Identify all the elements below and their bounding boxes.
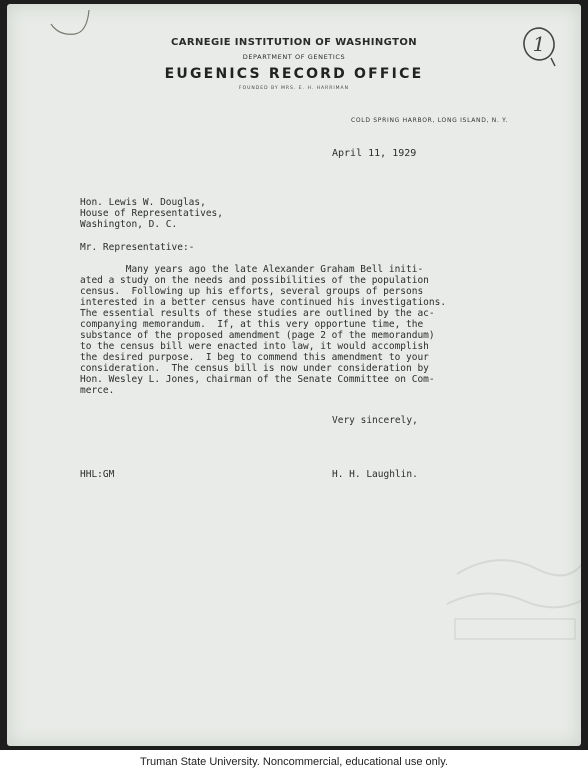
letter-date: April 11, 1929 [332,148,417,159]
body-line: The essential results of these studies are outlined by the ac- [80,308,435,319]
body-line: substance of the proposed amendment (page 2 of the memorandum) [80,330,435,341]
signature-name: H. H. Laughlin. [332,469,418,480]
body-line: census. Following up his efforts, several groups of persons [80,286,424,297]
body-line: Many years ago the late Alexander Graham Bell initi- [80,264,424,275]
typist-initials: HHL:GM [80,469,115,480]
letter-page [7,4,581,746]
body-line: merce. [80,385,115,396]
body-line: the desired purpose. I beg to commend this amendment to your [80,352,429,363]
handwritten-number: 1 [532,32,546,56]
archive-credit: Truman State University. Noncommercial, educational use only. [140,756,448,768]
body-line: consideration. The census bill is now under consideration by [80,363,429,374]
letter-closing: Very sincerely, [332,415,418,426]
body-line: companying memorandum. If, at this very opportune time, the [80,319,424,330]
letterhead-founded: FOUNDED BY MRS. E. H. HARRIMAN [239,86,349,91]
letter-body [80,264,446,396]
body-line: Hon. Wesley L. Jones, chairman of the Senate Committee on Com- [80,374,435,385]
letterhead-office: EUGENICS RECORD OFFICE [164,66,424,82]
letterhead-department: DEPARTMENT OF GENETICS [242,53,346,61]
pencil-mark-icon [49,4,93,38]
letterhead-institution: CARNEGIE INSTITUTION OF WASHINGTON [170,37,417,48]
recipient-address [80,197,223,230]
recipient-line: Hon. Lewis W. Douglas, [80,197,206,208]
recipient-line: House of Representatives, [80,208,223,219]
body-line: to the census bill were enacted into law, it would accomplish [80,341,429,352]
letterhead-address: COLD SPRING HARBOR, LONG ISLAND, N. Y. [351,117,508,124]
salutation: Mr. Representative:- [80,242,195,253]
body-line: ated a study on the needs and possibilities of the population [80,275,429,286]
body-line: interested in a better census have continued his investigations. [80,297,447,308]
paper-watermark-icon [437,544,581,654]
recipient-line: Washington, D. C. [80,219,178,230]
